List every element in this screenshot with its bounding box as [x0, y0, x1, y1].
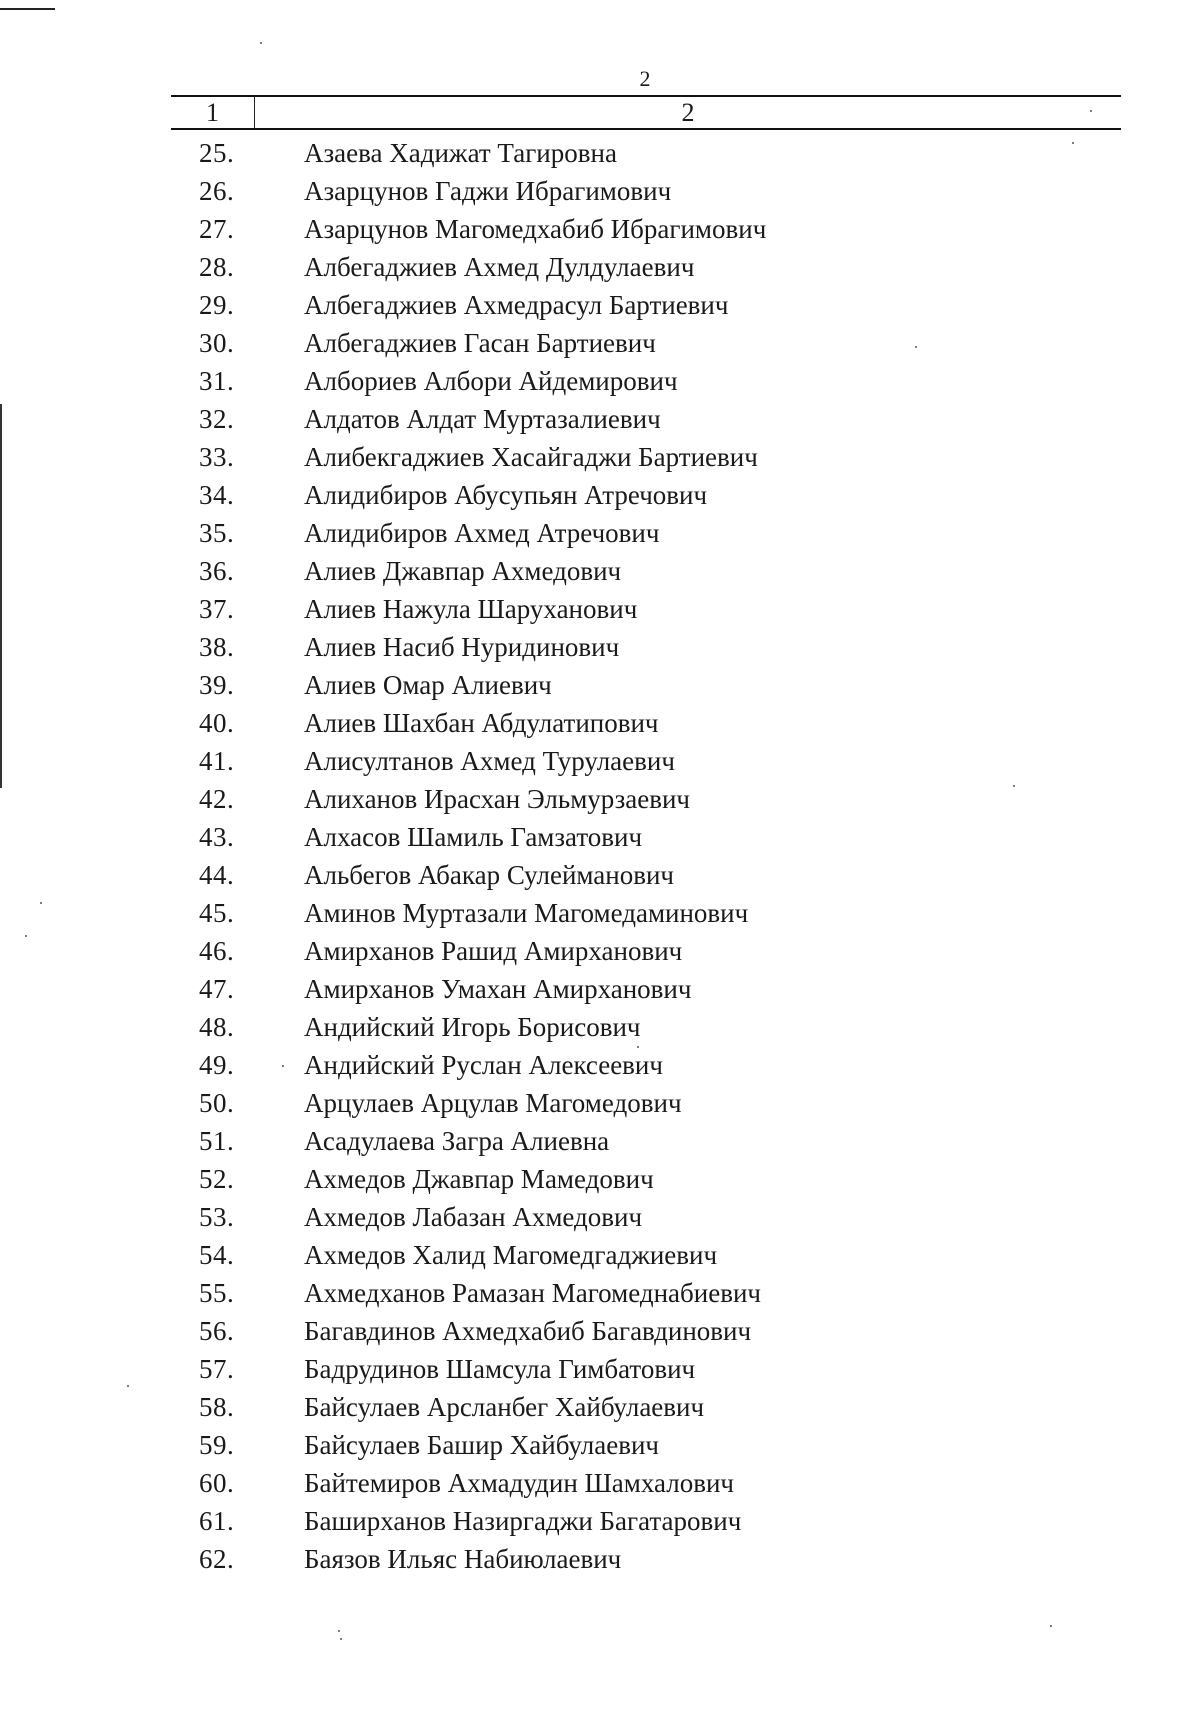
row-number: 54.: [199, 1240, 235, 1270]
person-name: Ахмедов Халид Магомедгаджиевич: [304, 1240, 718, 1270]
table-top-rule: [171, 95, 1121, 97]
person-name: Алхасов Шамиль Гамзатович: [304, 822, 643, 852]
scan-speck: [1050, 1625, 1052, 1627]
page-number: 2: [639, 66, 651, 91]
row-number: 60.: [199, 1468, 235, 1498]
row-number: 44.: [199, 860, 235, 890]
row-number: 28.: [199, 252, 235, 282]
person-name: Алиев Шахбан Абдулатипович: [304, 708, 659, 738]
row-number: 40.: [199, 708, 235, 738]
table-row: [0, 666, 1200, 704]
table-row: [0, 1198, 1200, 1236]
person-name: Асадулаева Загра Алиевна: [304, 1126, 610, 1156]
person-name: Ахмедов Джавпар Мамедович: [304, 1164, 654, 1194]
person-name: Амирханов Рашид Амирханович: [304, 936, 683, 966]
row-number: 48.: [199, 1012, 235, 1042]
row-number: 38.: [199, 632, 235, 662]
table-row: [0, 172, 1200, 210]
table-row: [0, 1388, 1200, 1426]
row-number: 45.: [199, 898, 235, 928]
table-row: [0, 1008, 1200, 1046]
person-name: Алиев Омар Алиевич: [304, 670, 552, 700]
person-name: Алиханов Ирасхан Эльмурзаевич: [304, 784, 691, 814]
table-row: [0, 856, 1200, 894]
person-name: Андийский Игорь Борисович: [304, 1012, 641, 1042]
row-number: 59.: [199, 1430, 235, 1460]
table-row: [0, 704, 1200, 742]
table-row: [0, 1350, 1200, 1388]
row-number: 51.: [199, 1126, 235, 1156]
person-name: Алисултанов Ахмед Турулаевич: [304, 746, 675, 776]
row-number: 55.: [199, 1278, 235, 1308]
person-name: Арцулаев Арцулав Магомедович: [304, 1088, 682, 1118]
row-number: 30.: [199, 328, 235, 358]
person-name: Албориев Албори Айдемирович: [304, 366, 678, 396]
row-number: 57.: [199, 1354, 235, 1384]
scan-edge-mark: [0, 8, 55, 10]
table-row: [0, 818, 1200, 856]
person-name: Амирханов Умахан Амирханович: [304, 974, 692, 1004]
row-number: 34.: [199, 480, 235, 510]
person-name: Алиев Насиб Нуридинович: [304, 632, 620, 662]
table-header-rule: [171, 128, 1121, 130]
person-name: Алидибиров Ахмед Атречович: [304, 518, 660, 548]
person-name: Албегаджиев Ахмед Дулдулаевич: [304, 252, 695, 282]
row-number: 50.: [199, 1088, 235, 1118]
person-name: Азарцунов Гаджи Ибрагимович: [304, 176, 672, 206]
row-number: 53.: [199, 1202, 235, 1232]
table-row: [0, 742, 1200, 780]
person-name: Албегаджиев Ахмедрасул Бартиевич: [304, 290, 729, 320]
table-row: [0, 552, 1200, 590]
row-number: 41.: [199, 746, 235, 776]
table-row: [0, 1312, 1200, 1350]
row-number: 35.: [199, 518, 235, 548]
table-row: [0, 324, 1200, 362]
person-name: Алиев Нажула Шаруханович: [304, 594, 638, 624]
person-name: Баязов Ильяс Набиюлаевич: [304, 1544, 622, 1574]
person-name: Алдатов Алдат Муртазалиевич: [304, 404, 661, 434]
scan-speck: [340, 1638, 342, 1640]
table-row: [0, 1236, 1200, 1274]
person-name: Багавдинов Ахмедхабиб Багавдинович: [304, 1316, 752, 1346]
table-row: [0, 1046, 1200, 1084]
row-number: 33.: [199, 442, 235, 472]
person-name: Андийский Руслан Алексеевич: [304, 1050, 663, 1080]
row-number: 42.: [199, 784, 235, 814]
person-name: Албегаджиев Гасан Бартиевич: [304, 328, 656, 358]
person-name: Баширханов Назиргаджи Багатарович: [304, 1506, 742, 1536]
row-number: 49.: [199, 1050, 235, 1080]
table-row: [0, 1274, 1200, 1312]
table-row: [0, 1464, 1200, 1502]
table-row: [0, 286, 1200, 324]
table-row: [0, 134, 1200, 172]
person-name: Азаева Хадижат Тагировна: [304, 138, 617, 168]
person-name: Байсулаев Башир Хайбулаевич: [304, 1430, 659, 1460]
row-number: 37.: [199, 594, 235, 624]
person-name: Азарцунов Магомедхабиб Ибрагимович: [304, 214, 767, 244]
person-name: Алибекгаджиев Хасайгаджи Бартиевич: [304, 442, 758, 472]
row-number: 52.: [199, 1164, 235, 1194]
row-number: 58.: [199, 1392, 235, 1422]
row-number: 31.: [199, 366, 235, 396]
scan-speck: [260, 42, 262, 44]
person-name: Аминов Муртазали Магомедаминович: [304, 898, 749, 928]
row-number: 46.: [199, 936, 235, 966]
row-number: 47.: [199, 974, 235, 1004]
row-number: 29.: [199, 290, 235, 320]
person-name: Алидибиров Абусупьян Атречович: [304, 480, 708, 510]
person-name: Алиев Джавпар Ахмедович: [304, 556, 622, 586]
table-row: [0, 476, 1200, 514]
row-number: 26.: [199, 176, 235, 206]
table-row: [0, 894, 1200, 932]
table-row: [0, 780, 1200, 818]
table-row: [0, 1540, 1200, 1578]
column-header-name: 2: [681, 98, 695, 127]
scan-speck: [338, 1630, 340, 1632]
table-row: [0, 590, 1200, 628]
table-row: [0, 628, 1200, 666]
table-row: [0, 1122, 1200, 1160]
table-row: [0, 438, 1200, 476]
table-row: [0, 1084, 1200, 1122]
table-row: [0, 1502, 1200, 1540]
row-number: 36.: [199, 556, 235, 586]
person-name: Ахмедов Лабазан Ахмедович: [304, 1202, 643, 1232]
row-number: 62.: [199, 1544, 235, 1574]
row-number: 39.: [199, 670, 235, 700]
table-row: [0, 248, 1200, 286]
person-name: Бадрудинов Шамсула Гимбатович: [304, 1354, 696, 1384]
person-name: Байтемиров Ахмадудин Шамхалович: [304, 1468, 734, 1498]
person-name: Альбегов Абакар Сулейманович: [304, 860, 675, 890]
column-header-number: 1: [206, 98, 219, 127]
table-row: [0, 362, 1200, 400]
table-row: [0, 514, 1200, 552]
row-number: 56.: [199, 1316, 235, 1346]
row-number: 27.: [199, 214, 235, 244]
table-row: [0, 1160, 1200, 1198]
row-number: 25.: [199, 138, 235, 168]
person-name: Байсулаев Арсланбег Хайбулаевич: [304, 1392, 705, 1422]
row-number: 32.: [199, 404, 235, 434]
table-row: [0, 970, 1200, 1008]
row-number: 61.: [199, 1506, 235, 1536]
table-row: [0, 932, 1200, 970]
row-number: 43.: [199, 822, 235, 852]
table-row: [0, 210, 1200, 248]
table-row: [0, 1426, 1200, 1464]
table-row: [0, 400, 1200, 438]
name-list: [0, 134, 1200, 1578]
person-name: Ахмедханов Рамазан Магомеднабиевич: [304, 1278, 761, 1308]
